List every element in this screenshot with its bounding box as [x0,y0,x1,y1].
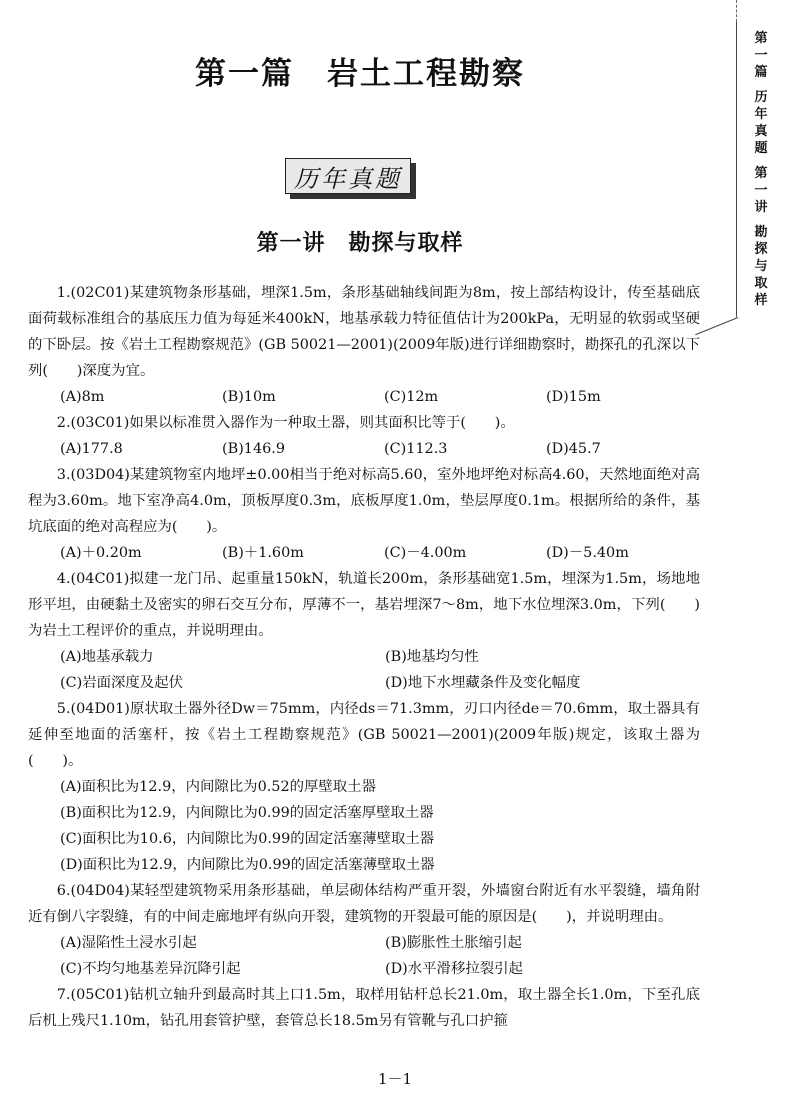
question-text: 5.(04D01)原状取土器外径Dw＝75mm，内径ds＝71.3mm，刃口内径de＝70.6mm，取土器具有延伸至地面的活塞杆，按《岩土工程勘察规范》(GB 50021—2001)(2009年版)规定，该取土器为( )。 [28,701,700,769]
option-grid [28,930,700,982]
option: (B)地基均匀性 [385,649,479,665]
question-text: 7.(05C01)钻机立轴升到最高时其上口1.5m，取样用钻杆总长21.0m，取土器全长1.0m，下至孔底后机上残尺1.10m，钻孔用套管护壁，套管总长18.5m另有管靴与孔口护箍 [28,987,700,1029]
side-section: 历年真题 [754,90,768,156]
section-badge: 历年真题 [285,158,411,194]
option-row [28,384,700,410]
side-dashed-line [736,0,737,22]
side-lecture: 第一讲 [754,166,768,215]
option: (A)177.8 [60,441,123,457]
option-grid [28,644,700,696]
question-text: 4.(04C01)拟建一龙门吊、起重量150kN，轨道长200m，条形基础宽1.5m，埋深为1.5m，场地地形平坦，由硬黏土及密实的卵石交互分布，厚薄不一，基岩埋深7～8m，地下水位埋深3.0m，下列( )为岩土工程评价的重点，并说明理由。 [28,571,700,639]
option: (D)－5.40m [546,545,629,561]
side-tab-text [750,30,772,317]
part-title: 第一篇 岩土工程勘察 [195,56,525,92]
option-row [28,436,700,462]
option: (B)＋1.60m [222,545,304,561]
option: (C)－4.00m [384,545,467,561]
option: (D)45.7 [546,441,601,457]
option: (D)面积比为12.9，内间隙比为0.99的固定活塞薄壁取土器 [60,857,435,873]
side-part: 第一篇 [754,31,768,80]
option: (C)12m [384,389,439,405]
question-text: 1.(02C01)某建筑物条形基础，埋深1.5m，条形基础轴线间距为8m，按上部结构设计，传至基础底面荷载标准组合的基底压力值为每延米400kN，地基承载力特征值估计为200kPa，无明显的软弱或坚硬的下卧层。按《岩土工程勘察规范》(GB 50021—2001)(2009年版)进行详细勘察时，勘探孔的孔深以下列( )深度为宜。 [28,285,700,379]
question-list [28,280,700,1034]
option: (D)水平滑移拉裂引起 [385,961,523,977]
side-rule [736,22,737,317]
question-text: 2.(03C01)如果以标准贯入器作为一种取土器，则其面积比等于( )。 [56,415,515,431]
option: (A)面积比为12.9，内间隙比为0.52的厚壁取土器 [60,779,376,795]
option: (D)地下水埋藏条件及变化幅度 [385,675,581,691]
option: (D)15m [546,389,601,405]
side-slant-rule [695,317,738,335]
option: (B)膨胀性土胀缩引起 [385,935,522,951]
page-number: 1－1 [377,1070,413,1088]
side-tab [728,0,790,320]
side-topic: 勘探与取样 [754,225,768,308]
option: (C)112.3 [384,441,448,457]
option: (A)8m [60,389,105,405]
option: (C)面积比为10.6，内间隙比为0.99的固定活塞薄壁取土器 [60,831,435,847]
option: (B)146.9 [222,441,286,457]
option: (A)＋0.20m [60,545,142,561]
question-text: 6.(04D04)某轻型建筑物采用条形基础，单层砌体结构严重开裂，外墙窗台附近有水平裂缝，墙角附近有倒八字裂缝，有的中间走廊地坪有纵向开裂，建筑物的开裂最可能的原因是( )，并说明理由。 [28,883,700,925]
lecture-title: 第一讲 勘探与取样 [256,231,464,256]
question-text: 3.(03D04)某建筑物室内地坪±0.00相当于绝对标高5.60，室外地坪绝对标高4.60，天然地面绝对高程为3.60m。地下室净高4.0m，顶板厚度0.3m，底板厚度1.0m，垫层厚度0.1m。根据所给的条件，基坑底面的绝对高程应为( )。 [28,467,700,535]
option: (B)10m [222,389,276,405]
option-row [28,540,700,566]
option: (B)面积比为12.9，内间隙比为0.99的固定活塞厚壁取土器 [60,805,434,821]
option: (C)岩面深度及起伏 [60,675,183,691]
option: (A)地基承载力 [60,649,154,665]
option-list [28,774,700,878]
option: (A)湿陷性土浸水引起 [60,935,197,951]
option: (C)不均匀地基差异沉降引起 [60,961,241,977]
